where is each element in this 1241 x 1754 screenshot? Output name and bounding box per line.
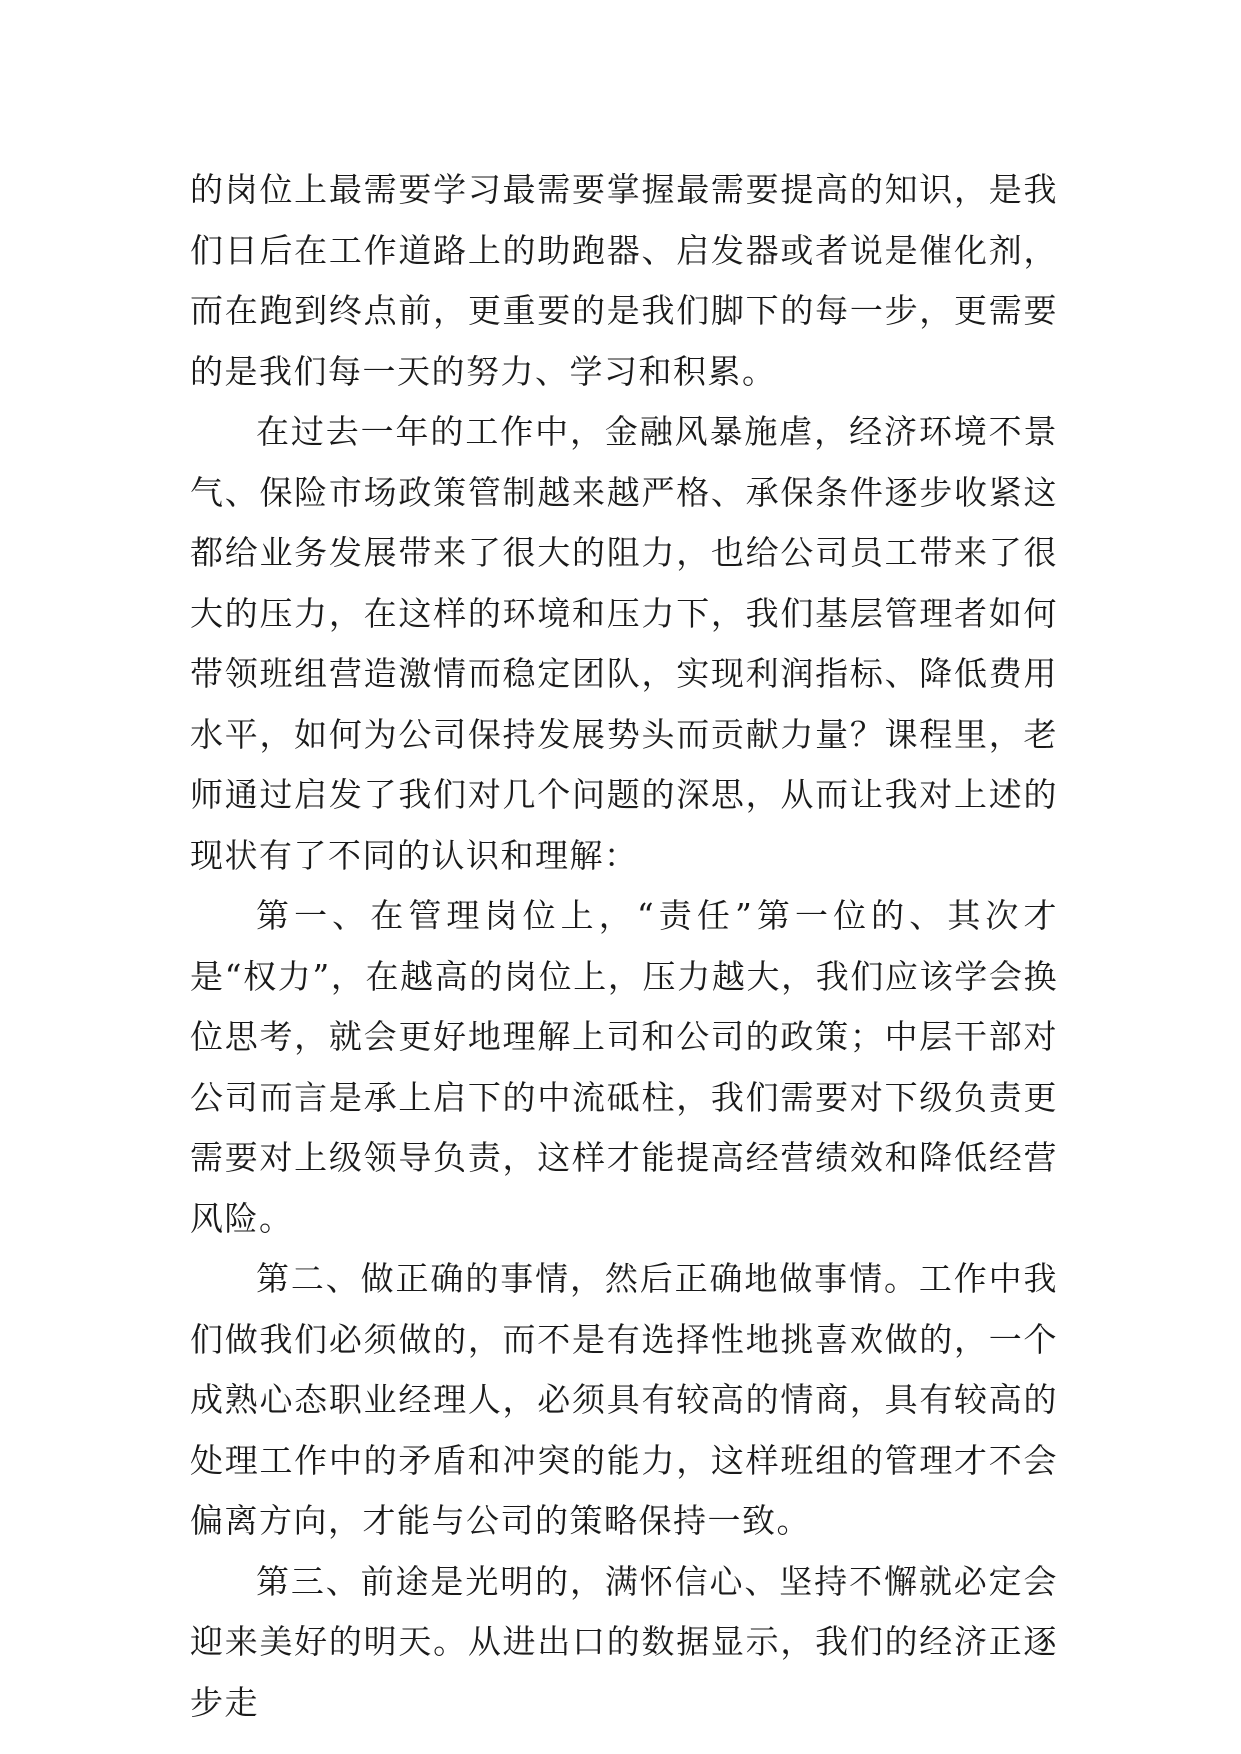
document-page [190, 160, 1058, 1733]
paragraph-point-one: 第一、在管理岗位上，“责任”第一位的、其次才是“权力”，在越高的岗位上，压力越大，我们应该学会换位思考，就会更好地理解上司和公司的政策；中层干部对公司而言是承上启下的中流砥柱，我们需要对下级负责更需要对上级领导负责，这样才能提高经营绩效和降低经营风险。 [190, 896, 1058, 1238]
paragraph-continuation: 的岗位上最需要学习最需要掌握最需要提高的知识，是我们日后在工作道路上的助跑器、启发器或者说是催化剂，而在跑到终点前，更重要的是我们脚下的每一步，更需要的是我们每一天的努力、学习和积累。 [190, 170, 1058, 391]
paragraph-past-year-work: 在过去一年的工作中，金融风暴施虐，经济环境不景气、保险市场政策管制越来越严格、承保条件逐步收紧这都给业务发展带来了很大的阻力，也给公司员工带来了很大的压力，在这样的环境和压力下，我们基层管理者如何带领班组营造激情而稳定团队，实现利润指标、降低费用水平，如何为公司保持发展势头而贡献力量？课程里，老师通过启发了我们对几个问题的深思，从而让我对上述的现状有了不同的认识和理解： [190, 412, 1058, 875]
paragraph-point-two: 第二、做正确的事情，然后正确地做事情。工作中我们做我们必须做的，而不是有选择性地挑喜欢做的，一个成熟心态职业经理人，必须具有较高的情商，具有较高的处理工作中的矛盾和冲突的能力，这样班组的管理才不会偏离方向，才能与公司的策略保持一致。 [190, 1259, 1058, 1540]
paragraph-point-three: 第三、前途是光明的，满怀信心、坚持不懈就必定会迎来美好的明天。从进出口的数据显示，我们的经济正逐步走 [190, 1561, 1058, 1722]
